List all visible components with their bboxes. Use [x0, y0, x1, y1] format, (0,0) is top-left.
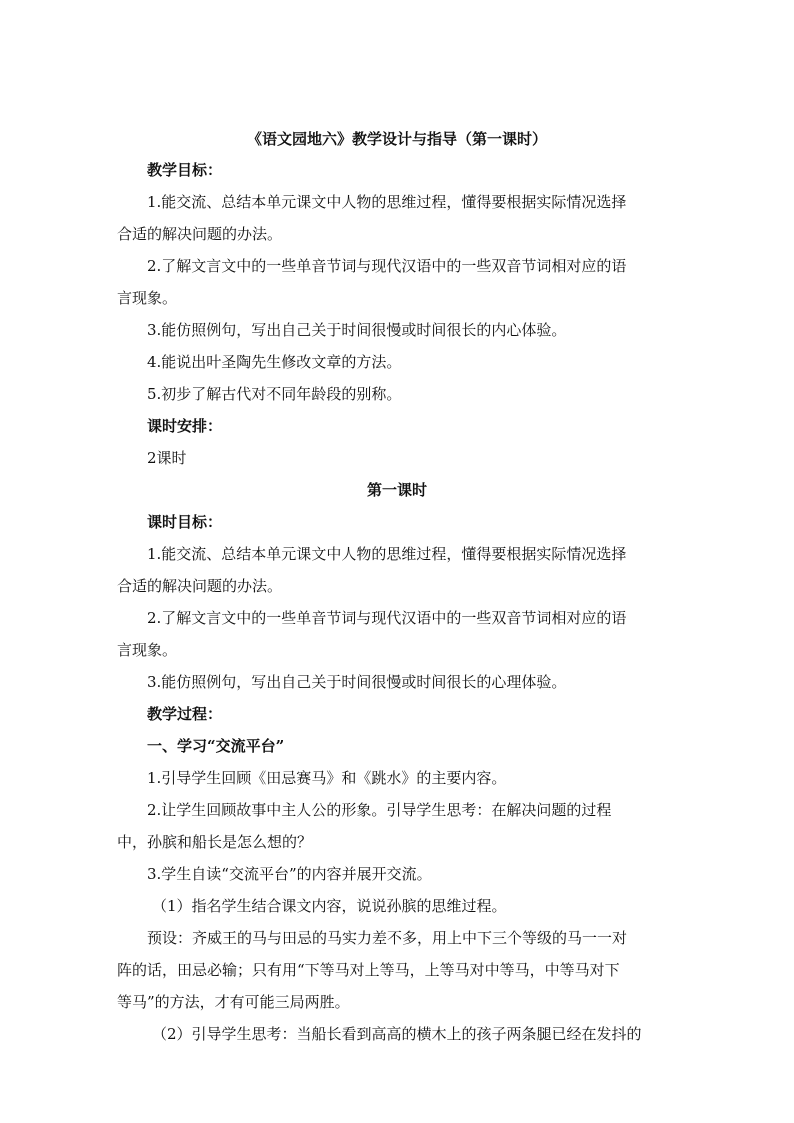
lesson-goal-2-line-1: 2.了解文言文中的一些单音节词与现代汉语中的一些双音节词相对应的语: [147, 609, 627, 627]
preset-line-1: 预设：齐威王的马与田忌的马实力差不多，用上中下三个等级的马一一对: [147, 929, 628, 947]
schedule-value: 2课时: [147, 449, 187, 467]
sub-item-1: （1）指名学生结合课文内容，说说孙膑的思维过程。: [152, 897, 507, 915]
goal-3: 3.能仿照例句，写出自己关于时间很慢或时间很长的内心体验。: [147, 321, 567, 339]
goal-1-line-2: 合适的解决问题的办法。: [117, 225, 283, 243]
goals-heading: 教学目标：: [147, 161, 223, 179]
step-2-line-1: 2.让学生回顾故事中主人公的形象。引导学生思考：在解决问题的过程: [147, 801, 612, 819]
goal-2-line-1: 2.了解文言文中的一些单音节词与现代汉语中的一些双音节词相对应的语: [147, 257, 627, 275]
goal-1-line-1: 1.能交流、总结本单元课文中人物的思维过程，懂得要根据实际情况选择: [147, 193, 627, 211]
lesson-goal-2-line-2: 言现象。: [117, 641, 178, 659]
section-1-heading: 一、学习“交流平台”: [147, 737, 285, 755]
lesson-title: 第一课时: [366, 481, 427, 499]
step-3: 3.学生自读“交流平台”的内容并展开交流。: [147, 865, 432, 883]
schedule-heading: 课时安排：: [147, 417, 223, 435]
process-heading: 教学过程：: [147, 705, 223, 723]
goal-4: 4.能说出叶圣陶先生修改文章的方法。: [147, 353, 402, 371]
document-title: 《语文园地六》教学设计与指导（第一课时）: [246, 130, 547, 148]
lesson-goal-3: 3.能仿照例句，写出自己关于时间很慢或时间很长的心理体验。: [147, 673, 567, 691]
lesson-goal-1-line-2: 合适的解决问题的办法。: [117, 577, 283, 595]
preset-line-2: 阵的话，田忌必输；只有用“下等马对上等马，上等马对中等马，中等马对下: [117, 961, 620, 979]
sub-item-2: （2）引导学生思考：当船长看到高高的横木上的孩子两条腿已经在发抖的: [152, 1025, 642, 1043]
step-1: 1.引导学生回顾《田忌赛马》和《跳水》的主要内容。: [147, 769, 507, 787]
preset-line-3: 等马”的方法，才有可能三局两胜。: [117, 993, 350, 1011]
goal-2-line-2: 言现象。: [117, 289, 178, 307]
lesson-goals-heading: 课时目标：: [147, 513, 223, 531]
step-2-line-2: 中，孙膑和船长是怎么想的？: [117, 833, 313, 851]
lesson-goal-1-line-1: 1.能交流、总结本单元课文中人物的思维过程，懂得要根据实际情况选择: [147, 545, 627, 563]
goal-5: 5.初步了解古代对不同年龄段的别称。: [147, 385, 402, 403]
